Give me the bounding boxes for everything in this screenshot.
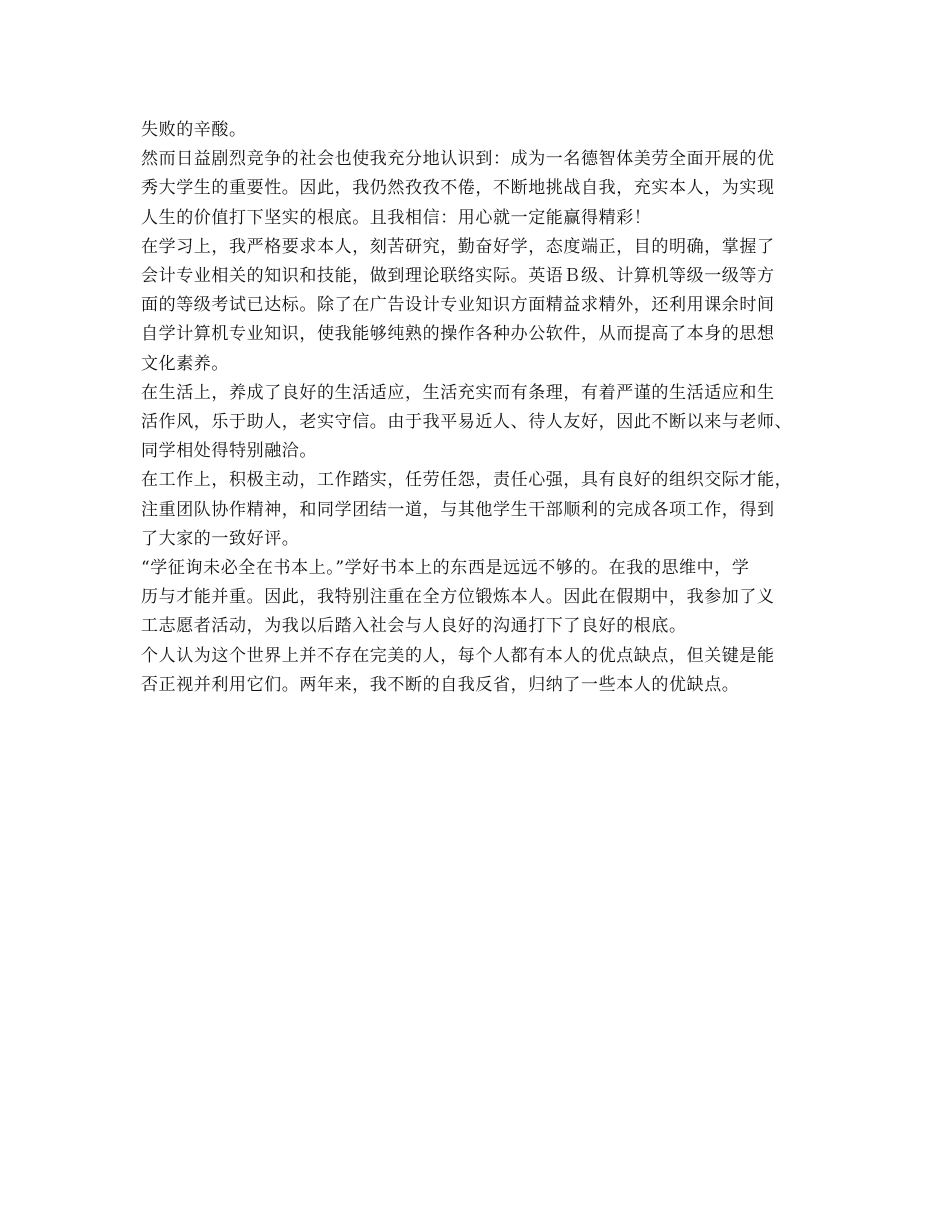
text-line: 会计专业相关的知识和技能，做到理论联络实际。英语Ｂ级、计算机等级一级等方 (141, 266, 775, 287)
text-line: 人生的价值打下坚实的根底。且我相信：用心就一定能赢得精彩！ (141, 207, 652, 228)
text-line: “学征询未必全在书本上。”学好书本上的东西是远远不够的。在我的思维中，学 (141, 558, 750, 579)
text-line: 工志愿者活动，为我以后踏入社会与人良好的沟通打下了良好的根底。 (141, 616, 687, 637)
text-line: 秀大学生的重要性。因此，我仍然孜孜不倦，不断地挑战自我，充实本人，为实现 (141, 178, 775, 199)
text-line: 历与才能并重。因此，我特别注重在全方位锻炼本人。因此在假期中，我参加了义 (141, 587, 775, 608)
paragraph-7 (141, 642, 841, 700)
text-line: 失败的辛酸。 (141, 120, 247, 140)
text-line: 了大家的一致好评。 (141, 528, 300, 549)
text-line: 在工作上，积极主动，工作踏实，任劳任怨，责任心强，具有良好的组织交际才能， (141, 470, 793, 491)
paragraph-3 (141, 233, 841, 379)
text-line: 在学习上，我严格要求本人，刻苦研究，勤奋好学，态度端正，目的明确，掌握了 (141, 236, 775, 257)
text-line: 否正视并利用它们。两年来，我不断的自我反省，归纳了一些本人的优缺点。 (141, 674, 740, 695)
text-line: 自学计算机专业知识，使我能够纯熟的操作各种办公软件，从而提高了本身的思想 (141, 324, 775, 345)
paragraph-6 (141, 554, 841, 642)
paragraph-5 (141, 466, 841, 554)
text-line: 面的等级考试已达标。除了在广告设计专业知识方面精益求精外，还利用课余时间 (141, 295, 775, 316)
text-line: 活作风，乐于助人，老实守信。由于我平易近人、待人友好，因此不断以来与老师、 (141, 412, 793, 433)
text-line: 然而日益剧烈竞争的社会也使我充分地认识到：成为一名德智体美劳全面开展的优 (141, 149, 775, 170)
text-line: 注重团队协作精神，和同学团结一道，与其他学生干部顺利的完成各项工作，得到 (141, 499, 775, 520)
text-line: 个人认为这个世界上并不存在完美的人，每个人都有本人的优点缺点，但关键是能 (141, 645, 775, 666)
text-line: 同学相处得特别融洽。 (141, 441, 317, 462)
text-line: 在生活上，养成了良好的生活适应，生活充实而有条理，有着严谨的生活适应和生 (141, 382, 775, 403)
text-line: 文化素养。 (141, 353, 229, 374)
paragraph-4 (141, 379, 841, 467)
paragraph-2 (141, 145, 841, 233)
paragraph-1 (141, 116, 841, 145)
document-body (141, 116, 841, 700)
